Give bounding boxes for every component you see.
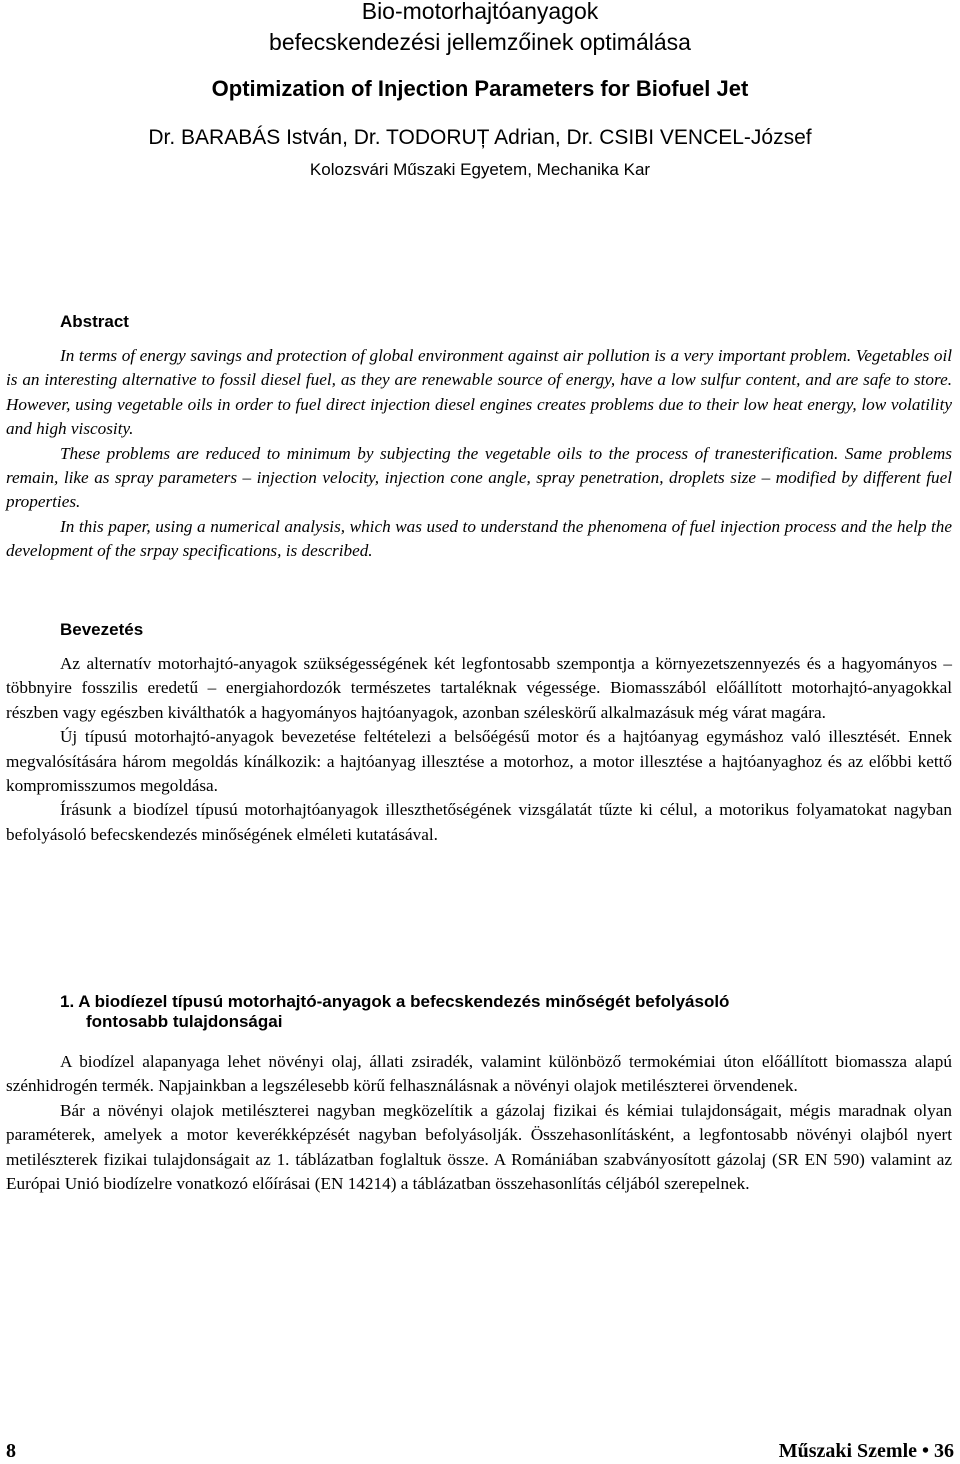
intro-paragraph: Az alternatív motorhajtó-anyagok szükségességének két legfontosabb szempontja a környezetszennyezés és a hagyományos – többnyire fosszilis eredetű – energiahordozók természetes tartaléknak végessége. Biomasszából előállított motorhajtó-anyagokkal részben vagy egészben kiválthatók a hagyományos hajtóanyagok, azonban széleskörű alkalmazásuk még várat magára. <box>6 654 952 722</box>
title-hu-line-2: befecskendezési jellemzőinek optimálása <box>269 29 691 55</box>
title-english: Optimization of Injection Parameters for Biofuel Jet <box>211 76 749 101</box>
abstract-paragraph: In terms of energy savings and protection of global environment against air pollution is a very important problem. Vegetables oil is an interesting alternative to fossil diesel fuel, as they are renewable source of energy, have a low sulfur content, and are safe to store. However, using vegetable oils in order to fuel direct injection diesel engines creates problems due to their low heat energy, low volatility and high viscosity. <box>6 346 952 439</box>
abstract-paragraph: These problems are reduced to minimum by subjecting the vegetable oils to the process of tranesterification. Same problems remain, like as spray parameters – injection velocity, injection cone angle, spray penetration, droplets size – modified by different fuel properties. <box>6 443 952 512</box>
intro-heading: Bevezetés <box>60 620 144 639</box>
affiliation: Kolozsvári Műszaki Egyetem, Mechanika Kar <box>309 160 651 179</box>
page-number: 8 <box>6 1440 16 1462</box>
abstract-body <box>6 344 952 564</box>
abstract-heading: Abstract <box>60 312 129 331</box>
journal-name: Műszaki Szemle • 36 <box>778 1440 954 1462</box>
title-hungarian <box>0 0 960 58</box>
abstract-paragraph: In this paper, using a numerical analysis, which was used to understand the phenomena of fuel injection process and the help the development of the srpay specifications, is described. <box>6 516 952 561</box>
section-1-heading-line-2: fontosabb tulajdonságai <box>86 1012 283 1031</box>
authors: Dr. BARABÁS István, Dr. TODORUȚ Adrian, Dr. CSIBI VENCEL-József <box>148 126 812 149</box>
intro-body <box>6 652 952 847</box>
section-1-paragraph: A biodízel alapanyaga lehet növényi olaj, állati zsiradék, valamint különböző termokémiai úton előállított biomassza alapú szénhidrogén termék. Napjainkban a legszélesebb körű felhasználásnak a növényi olajok metilészterei örvendenek. <box>6 1052 952 1096</box>
intro-paragraph: Írásunk a biodízel típusú motorhajtóanyagok illeszthetőségének vizsgálatát tűzte ki célul, a motorikus folyamatokat nagyban befolyásoló befecskendezés minőségének elméleti kutatásával. <box>6 800 952 844</box>
section-1-heading-line-1: 1. A biodíezel típusú motorhajtó-anyagok a befecskendezés minőségét befolyásoló <box>60 992 730 1011</box>
section-1-body <box>6 1050 952 1196</box>
intro-paragraph: Új típusú motorhajtó-anyagok bevezetése feltételezi a belsőégésű motor és a hajtóanyag egymáshoz való illesztését. Ennek megvalósítására három megoldás kínálkozik: a hajtóanyag illesztése a motorhoz, a motor illesztése a hajtóanyaghoz és az előbbi kettő kompromisszumos megoldása. <box>6 727 952 796</box>
section-1-heading <box>60 992 729 1032</box>
title-hu-line-1: Bio-motorhajtóanyagok <box>361 0 599 24</box>
section-1-paragraph: Bár a növényi olajok metilészterei nagyban megközelítik a gázolaj fizikai és kémiai tulajdonságait, mégis maradnak olyan paraméterek, amelyek a motor keverékképzését nagyban befolyásolják. Összehasonlításként, a legfontosabb növényi olajból nyert metilészterek fizikai tulajdonságait az 1. táblázatban foglaltuk össze. A Romániában szabványosított gázolaj (SR EN 590) valamint az Európai Unió biodízelre vonatkozó előírásai (EN 14214) a táblázatban összehasonlítás céljából szerepelnek. <box>6 1100 952 1194</box>
